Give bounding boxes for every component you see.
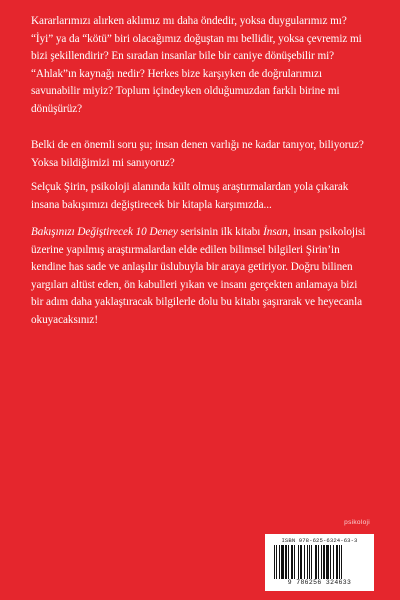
isbn-label: ISBN 978-625-6324-63-3 <box>281 537 358 544</box>
series-title: Bakışınızı Değiştirecek 10 Deney <box>31 226 178 238</box>
barcode-digits: 9 786256 324633 <box>287 579 352 586</box>
book-title: İnsan <box>263 226 288 238</box>
barcode-panel <box>265 534 374 591</box>
blurb-paragraph-key-question: Belki de en önemli soru şu; insan denen varlığı ne kadar tanıyor, biliyoruz? Yoksa bildiğimizi mi sanıyoruz? <box>31 139 364 169</box>
description-text-a: serisinin ilk kitabı <box>177 226 264 238</box>
genre-label: psikoloji <box>344 519 370 526</box>
description-text-b: , insan psikolojisi üzerine yapılmış araştırmalardan elde edilen bilimsel bilgileri Şirin’in kendine has sade ve anlaşılır üslubuyla bir araya getiriyor. Doğru bilinen yargıları altüst eden, ön kabulleri yıkan ve insanı gerçekten anlamaya bizi bir adım daha yaklaştıracak bilgilerle dolu bu kitabı şaşırarak ve heyecanla okuyacaksınız! <box>31 226 366 326</box>
barcode-icon <box>274 545 366 579</box>
blurb-paragraph-questions: Kararlarımızı alırken aklımız mı daha öndedir, yoksa duygularımız mı? “İyi” ya da “kötü” biri olacağımız doğuştan mı bellidir, yoksa çevremiz mi bizi şekillendirir? En sıradan insanlar bile bir caniye dönüşebilir mi? “Ahlak”ın kaynağı nedir? Herkes bize karşıyken de doğrularımızı savunabilir miyiz? Toplum içindeyken olduğumuzdan farklı birine mi dönüşürüz? <box>31 15 362 115</box>
blurb-paragraph-author-intro: Selçuk Şirin, psikoloji alanında kült olmuş araştırmalardan yola çıkarak insana bakışımızı değiştirecek bir kitapla karşımızda... <box>31 181 349 211</box>
blurb-paragraph-book-description <box>31 224 371 329</box>
